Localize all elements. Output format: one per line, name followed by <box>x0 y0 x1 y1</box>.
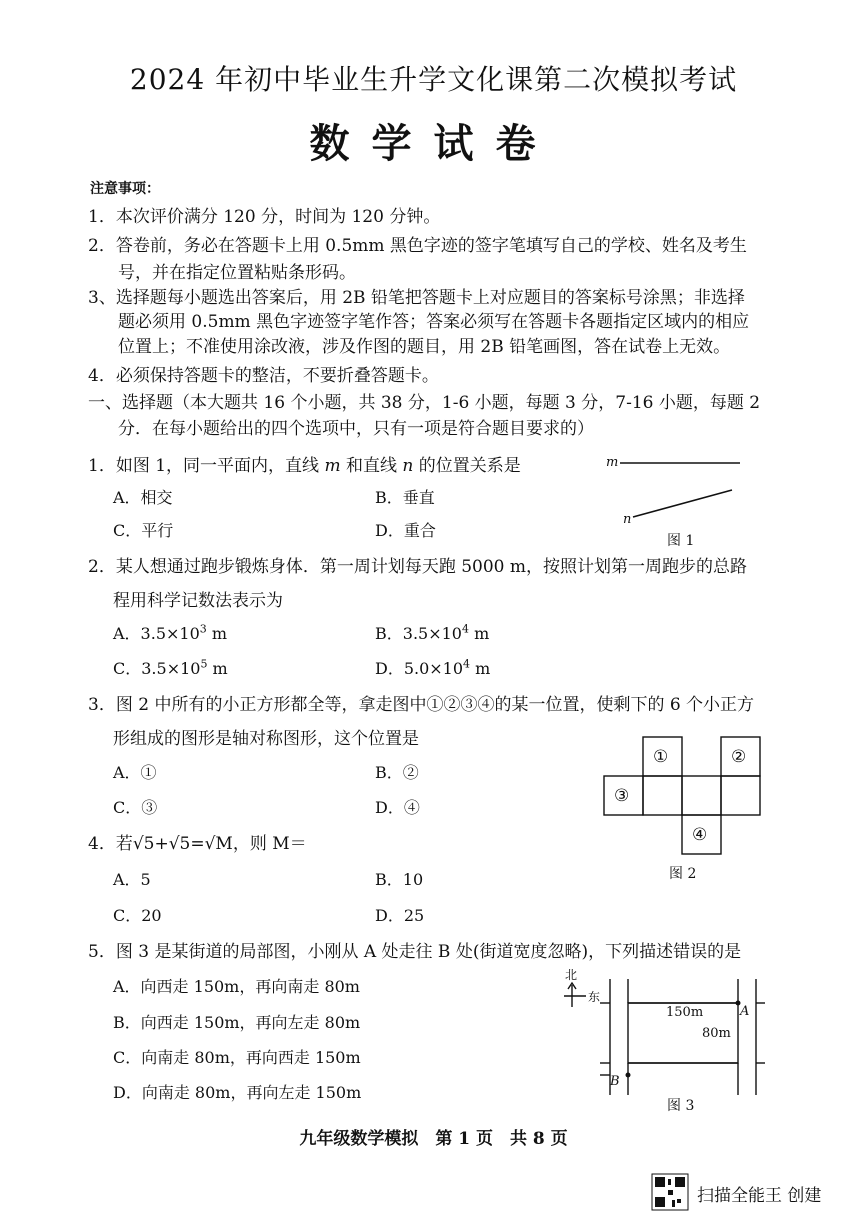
figure-1-label-n: n <box>623 512 632 527</box>
figure-3-point-b: B <box>610 1074 620 1089</box>
question-3-stem-cont: 形组成的图形是轴对称图形，这个位置是 <box>113 729 419 749</box>
page-footer: 九年级数学模拟 第 1 页 共 8 页 <box>299 1129 568 1149</box>
q2-option-d: D．$5.0\times 10^4$ m <box>375 657 491 678</box>
figure-1-label-m: m <box>606 455 619 470</box>
figure-2-caption: 图 2 <box>669 866 697 882</box>
q4-option-c: C．20 <box>113 906 162 925</box>
figure-2-cell-4: ④ <box>692 825 708 845</box>
q2-option-b: B．$3.5\times 10^4$ m <box>375 622 490 643</box>
q5-option-b: B．向西走 150m，再向左走 80m <box>113 1013 361 1032</box>
notice-item: 位置上；不准使用涂改液，涉及作图的题目，用 2B 铅笔画图，答在试卷上无效。 <box>118 337 731 357</box>
question-3-stem: 3．图 2 中所有的小正方形都全等，拿走图中①②③④的某一位置，使剩下的 6 个小正方 <box>88 695 755 715</box>
question-1-stem: 1．如图 1，同一平面内，直线 m 和直线 n 的位置关系是 <box>88 456 521 476</box>
figure-3-east: 东 <box>588 990 601 1004</box>
figure-3-height-label: 80m <box>702 1026 731 1041</box>
q4-option-d: D．25 <box>375 906 425 925</box>
section-heading: 一、选择题（本大题共 16 个小题，共 38 分，1-6 小题，每题 3 分，7-16 小题，每题 2 <box>88 393 761 413</box>
figure-2-cell-2: ② <box>731 747 747 767</box>
notice-item: 题必须用 0.5mm 黑色字迹签字笔作答；答案必须写在答题卡各题指定区域内的相应 <box>118 312 750 332</box>
notice-heading: 注意事项： <box>90 181 160 197</box>
q3-option-a: A．① <box>113 763 157 782</box>
q4-option-a: A．5 <box>113 870 151 889</box>
notice-item: 4．必须保持答题卡的整洁，不要折叠答题卡。 <box>88 366 439 386</box>
notice-item: 号，并在指定位置粘贴条形码。 <box>118 263 356 283</box>
exam-title: 2024 年初中毕业生升学文化课第二次模拟考试 <box>129 63 738 96</box>
q5-option-a: A．向西走 150m，再向南走 80m <box>113 977 360 996</box>
q5-option-d: D．向南走 80m，再向左走 150m <box>113 1083 362 1102</box>
question-4-stem: 4．若√5+√5=√M，则 M＝ <box>88 834 307 854</box>
q5-option-c: C．向南走 80m，再向西走 150m <box>113 1048 361 1067</box>
q2-option-c: C．$3.5\times 10^5$ m <box>113 657 228 678</box>
figure-2-cell-1: ① <box>653 747 669 767</box>
exam-subject-title: 数学试卷 <box>309 120 558 167</box>
q1-option-b: B．垂直 <box>375 488 435 507</box>
figure-2-cell-3: ③ <box>614 786 630 806</box>
q3-option-b: B．② <box>375 763 419 782</box>
notice-item: 3、选择题每小题选出答案后，用 2B 铅笔把答题卡上对应题目的答案标号涂黑；非选择 <box>88 288 745 308</box>
figure-3-caption: 图 3 <box>667 1098 695 1114</box>
figure-3-north: 北 <box>565 968 578 982</box>
figure-3-width-label: 150m <box>666 1005 704 1020</box>
question-2-stem-cont: 程用科学记数法表示为 <box>113 591 283 611</box>
q2-option-a: A．$3.5\times 10^3$ m <box>113 622 228 643</box>
scanner-watermark: 扫描全能王 创建 <box>697 1186 822 1206</box>
q1-option-d: D．重合 <box>375 521 436 540</box>
question-5-stem: 5．图 3 是某街道的局部图，小刚从 A 处走往 B 处(街道宽度忽略)，下列描述错误的是 <box>88 942 742 962</box>
question-2-stem: 2．某人想通过跑步锻炼身体．第一周计划每天跑 5000 m，按照计划第一周跑步的总路 <box>88 557 748 577</box>
q1-option-a: A．相交 <box>113 488 173 507</box>
notice-item: 1．本次评价满分 120 分，时间为 120 分钟。 <box>88 207 441 227</box>
q3-option-c: C．③ <box>113 798 158 817</box>
qr-code-icon <box>652 1174 688 1210</box>
q4-option-b: B．10 <box>375 870 424 889</box>
notice-item: 2．答卷前，务必在答题卡上用 0.5mm 黑色字迹的签字笔填写自己的学校、姓名及考生 <box>88 236 747 256</box>
q3-option-d: D．④ <box>375 798 420 817</box>
figure-3-point-a: A <box>740 1004 750 1019</box>
q1-option-c: C．平行 <box>113 521 174 540</box>
section-instructions: 分．在每小题给出的四个选项中，只有一项是符合题目要求的） <box>118 419 594 439</box>
figure-1-caption: 图 1 <box>667 533 695 549</box>
